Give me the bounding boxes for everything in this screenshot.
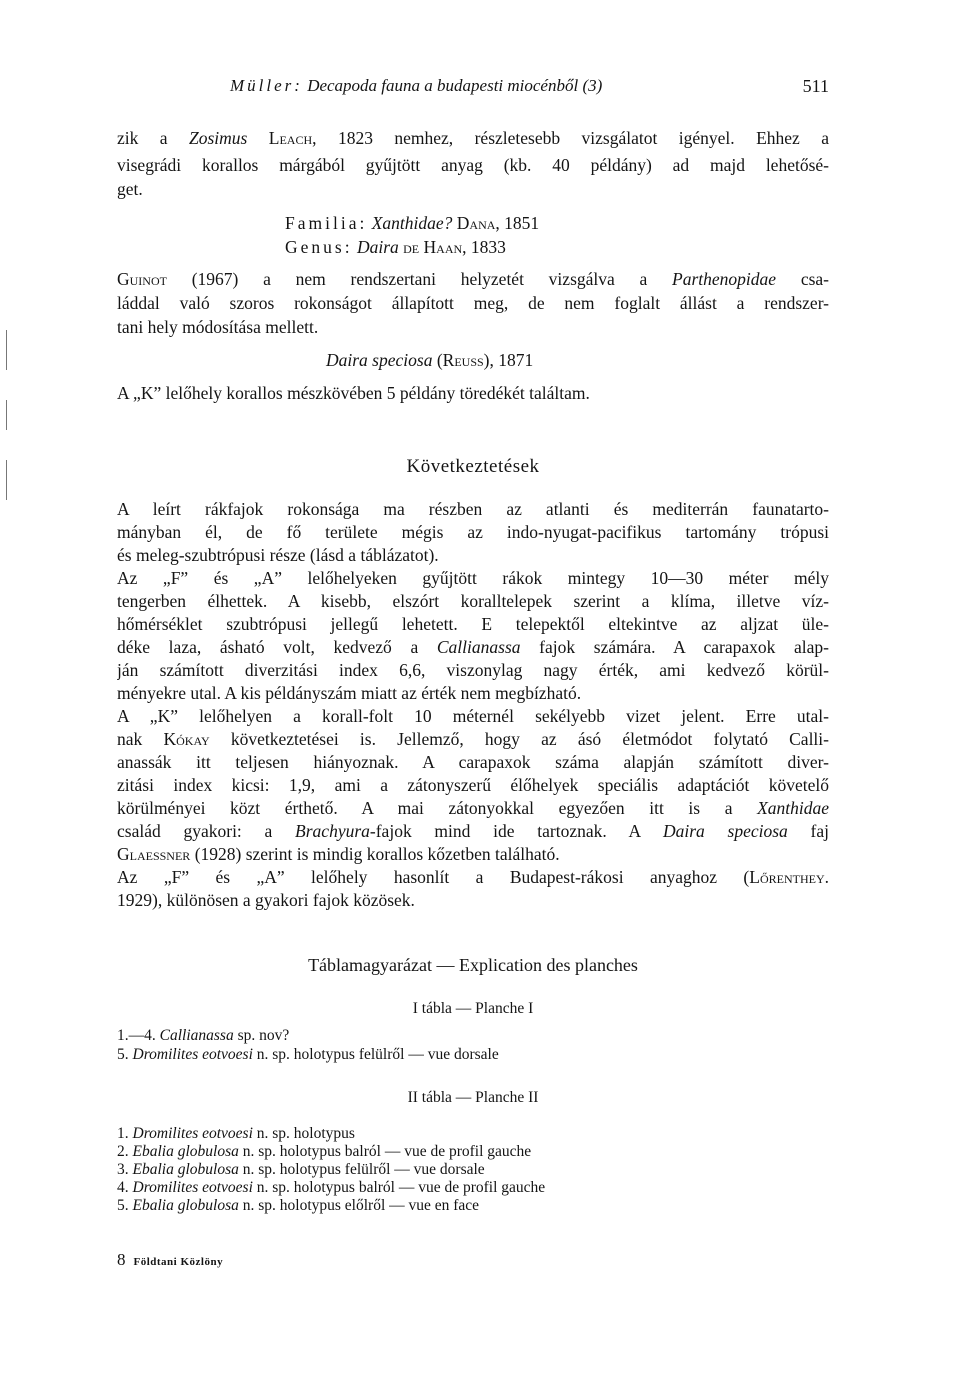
taxon-name: Daira speciosa	[662, 821, 788, 841]
conclusions-line: Az „F” és „A” lelőhely hasonlít a Budapest-rákosi anyaghoz (Lőrenthey.	[117, 867, 829, 887]
taxon-name: Dromilites eotvoesi	[132, 1179, 253, 1196]
conclusions-line: tengerben élhettek. A kisebb, elszórt koralltelepek szerint a klíma, illetve víz-	[117, 591, 829, 611]
taxon-name: Ebalia globulosa	[132, 1197, 239, 1214]
guinot-line-3: tani hely módosítása mellett.	[117, 317, 319, 337]
species-name: Daira speciosa	[326, 350, 433, 370]
plate-item: 1.—4. Callianassa sp. nov?	[117, 1027, 290, 1044]
running-author: Müller:	[230, 76, 303, 95]
conclusions-line: zitási index kicsi: 1,9, ami a zátonyszerű élőhelyek speciális adaptációt követelő	[117, 775, 829, 795]
scan-mark	[6, 400, 7, 430]
conclusions-line: anassák itt teljesen hiányoznak. A carapaxok száma alapján számított diver-	[117, 752, 829, 772]
conclusions-line: körülményei közt érthető. A mai zátonyokkal egyezően itt is a Xanthidae	[117, 798, 829, 818]
author-name: Kókay	[163, 729, 210, 749]
conclusions-line: hőmérséklet szubtrópusi jellegű lehetett. E telepektől eltekintve az aljzat üle-	[117, 614, 829, 634]
intro-line-2: visegrádi korallos márgából gyűjtött anyag (kb. 40 példány) ad majd lehetősé-	[117, 155, 829, 175]
conclusions-line: A „K” lelőhelyen a korall-folt 10 méternél sekélyebb vizet jelent. Erre utal-	[117, 706, 829, 726]
genus-name: Daira	[356, 237, 399, 257]
taxon-name: Callianassa	[159, 1027, 234, 1044]
journal-name: Földtani Közlöny	[133, 1256, 224, 1268]
conclusions-line: 1929), különösen a gyakori fajok közösek.	[117, 890, 415, 910]
species-text: A „K” lelőhely korallos mészkövében 5 példány töredékét találtam.	[117, 383, 590, 403]
scan-mark	[6, 330, 7, 370]
genus-author: Haan	[423, 237, 463, 257]
running-title	[230, 76, 602, 96]
guinot-line-1: Guinot (1967) a nem rendszertani helyzetét vizsgálva a Parthenopidae csa-	[117, 269, 829, 289]
conclusions-line: ján számított diverzitási index 6,6, viszonylag nagy érték, ami kedvező körül-	[117, 660, 829, 680]
page-number: 511	[802, 76, 829, 96]
plate-item: 2. Ebalia globulosa n. sp. holotypus balról — vue de profil gauche	[117, 1143, 532, 1160]
conclusions-line: mányban él, de fő területe mégis az indo-nyugat-pacifikus tartomány trópusi	[117, 522, 829, 542]
intro-line-1: zik a Zosimus Leach, 1823 nemhez, részletesebb vizsgálatot igényel. Ehhez a	[117, 128, 829, 148]
conclusions-line: Glaessner (1928) szerint is mindig korallos kőzetben található.	[117, 844, 560, 864]
plate-item: 5. Ebalia globulosa n. sp. holotypus előlről — vue en face	[117, 1197, 480, 1214]
author-name: Glaessner	[117, 844, 191, 864]
conclusions-line: ményekre utal. A kis példányszám miatt az érték nem megbízható.	[117, 683, 582, 703]
taxon-name: Xanthidae	[757, 798, 829, 818]
running-article-title: Decapoda fauna a budapesti miocénből (3)	[307, 76, 603, 95]
conclusions-line: család gyakori: a Brachyura-fajok mind ide tartoznak. A Daira speciosa faj	[117, 821, 829, 841]
conclusions-line: déke laza, ásható volt, kedvező a Callianassa fajok számára. A carapaxok alap-	[117, 637, 829, 657]
conclusions-line: A leírt rákfajok rokonsága ma részben az atlanti és mediterrán faunatarto-	[117, 499, 829, 519]
taxon-name: Parthenopidae	[672, 269, 777, 289]
taxon-name: Callianassa	[436, 637, 521, 657]
plate-item: 5. Dromilites eotvoesi n. sp. holotypus felülről — vue dorsale	[117, 1046, 499, 1063]
author-name: Guinot	[117, 269, 167, 289]
scan-mark	[6, 460, 7, 500]
taxon-name: Ebalia globulosa	[132, 1143, 239, 1160]
page-footer	[117, 1250, 223, 1270]
taxon-name: Zosimus	[189, 128, 248, 148]
taxon-name: Ebalia globulosa	[132, 1161, 239, 1178]
species-author: (Reuss)	[436, 350, 490, 370]
familia-heading: Familia: Xanthidae? Dana, 1851	[285, 213, 540, 233]
plate-item: 3. Ebalia globulosa n. sp. holotypus felülről — vue dorsale	[117, 1161, 485, 1178]
signature-number: 8	[117, 1250, 126, 1269]
conclusions-line: nak Kókay következtetései is. Jellemző, hogy az ásó életmódot folytató Calli-	[117, 729, 829, 749]
taxon-name: Dromilites eotvoesi	[132, 1125, 253, 1142]
familia-author: Dana	[456, 213, 496, 233]
plate-item: 4. Dromilites eotvoesi n. sp. holotypus balról — vue de profil gauche	[117, 1179, 546, 1196]
species-heading: Daira speciosa (Reuss), 1871	[326, 350, 534, 370]
plates-heading: Táblamagyarázat — Explication des planches	[308, 955, 638, 975]
conclusions-line: Az „F” és „A” lelőhelyeken gyűjtött rákok mintegy 10—30 méter mély	[117, 568, 829, 588]
conclusions-line: és meleg-szubtrópusi része (lásd a táblázatot).	[117, 545, 439, 565]
taxon-name: Brachyura	[295, 821, 370, 841]
plate-1-title: I tábla — Planche I	[412, 1000, 534, 1017]
taxon-name: Dromilites eotvoesi	[132, 1046, 253, 1063]
conclusions-heading: Következtetések	[406, 456, 540, 477]
genus-heading: Genus: Daira de Haan, 1833	[285, 237, 506, 257]
plate-2-title: II tábla — Planche II	[407, 1089, 539, 1106]
intro-line-3: get.	[117, 179, 143, 199]
margin-scan-marks	[3, 330, 13, 500]
guinot-line-2: láddal való szoros rokonságot állapított meg, de nem foglalt állást a rendszer-	[117, 293, 829, 313]
author-name: Leach	[247, 128, 313, 148]
author-name: Lőrenthey	[749, 867, 825, 887]
familia-name: Xanthidae?	[371, 213, 453, 233]
running-header	[117, 74, 829, 102]
plate-item: 1. Dromilites eotvoesi n. sp. holotypus	[117, 1125, 355, 1142]
